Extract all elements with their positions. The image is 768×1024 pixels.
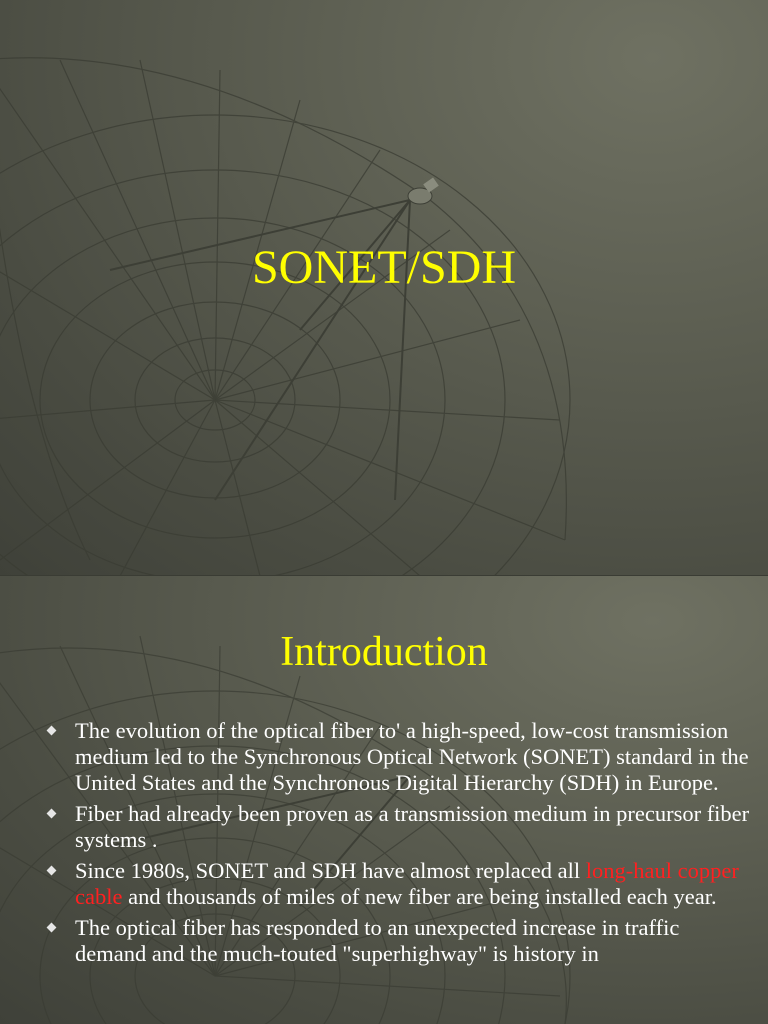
diamond-bullet-icon xyxy=(47,726,57,736)
bullet-text: The optical fiber has responded to an unexpected increase in traffic demand and the much-touted "superhighway" is history in xyxy=(75,915,680,966)
highlighted-term: long-haul copper cable xyxy=(75,858,739,909)
diamond-bullet-icon xyxy=(47,866,57,876)
slide-2 xyxy=(0,576,768,1024)
list-item xyxy=(46,801,756,853)
slide-title: Introduction xyxy=(280,629,488,675)
list-item xyxy=(46,858,756,910)
diamond-bullet-icon xyxy=(47,809,57,819)
bullet-text-after: and thousands of miles of new fiber are being installed each year. xyxy=(122,884,717,909)
bullet-text: The evolution of the optical fiber to' a high-speed, low-cost transmission medium led to the Synchronous Optical Network (SONET) standard in the United States and the Synchronous Digital Hierarchy (SDH) in Europe. xyxy=(75,718,749,795)
diamond-bullet-icon xyxy=(47,923,57,933)
bullet-list xyxy=(46,718,756,972)
list-item xyxy=(46,718,756,796)
slide-title: SONET/SDH xyxy=(251,241,517,294)
bullet-text-before: Since 1980s, SONET and SDH have almost replaced all xyxy=(75,858,586,883)
bullet-text: Fiber had already been proven as a transmission medium in precursor fiber systems . xyxy=(75,801,750,852)
list-item xyxy=(46,915,756,967)
